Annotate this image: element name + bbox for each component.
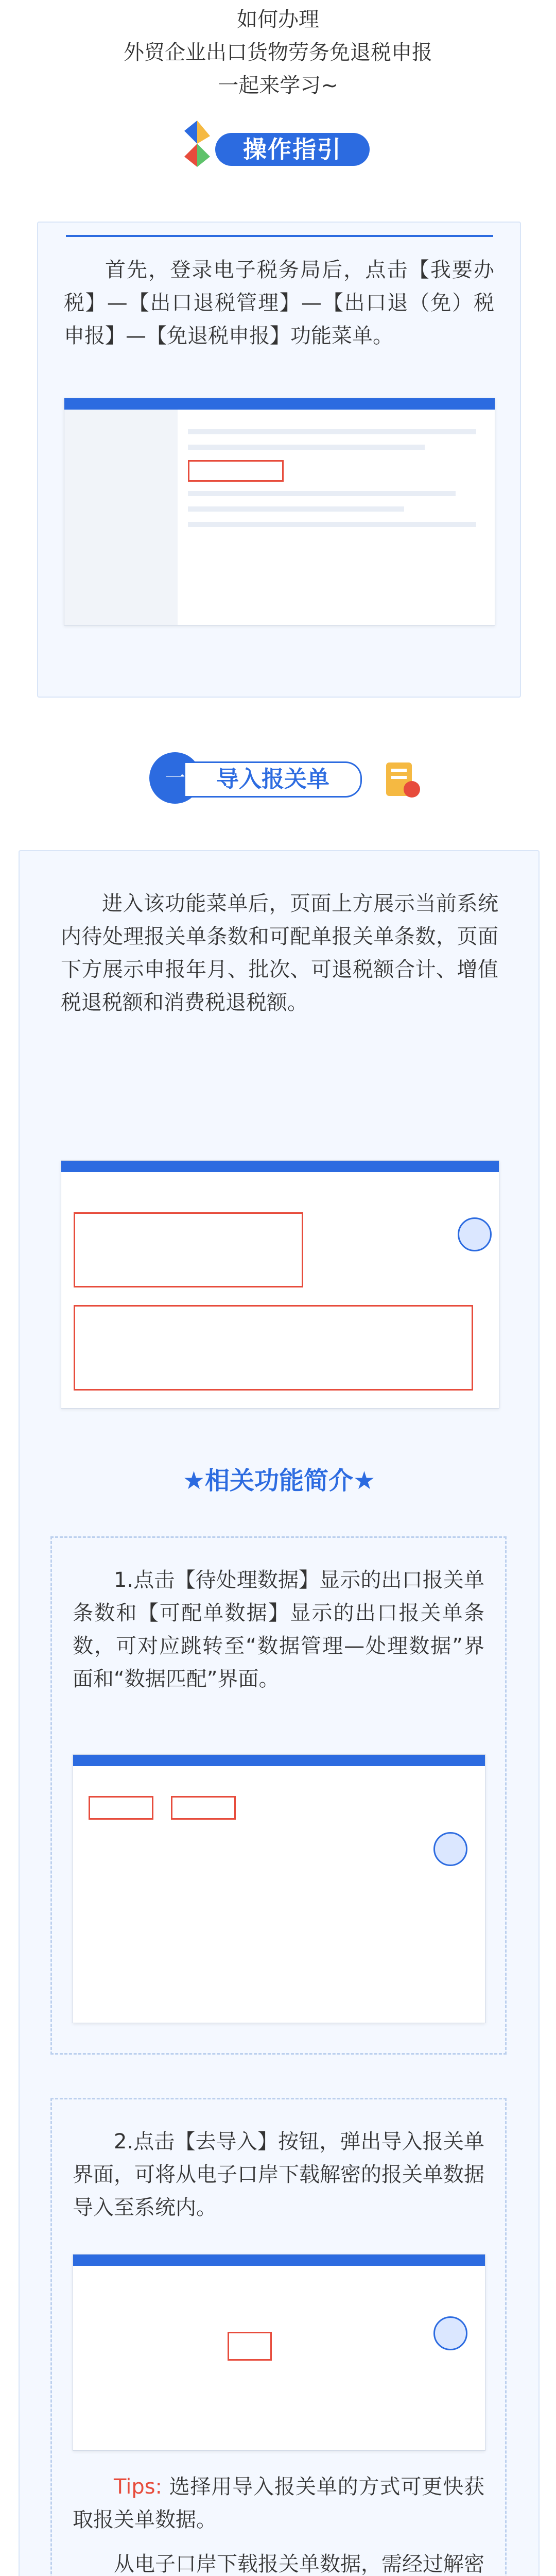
screenshot-highlight [74, 1305, 473, 1391]
step2-tips [73, 2470, 484, 2536]
section1-screenshot [61, 1160, 499, 1409]
screenshot-highlight [89, 1796, 153, 1820]
screenshot-highlight [228, 2332, 272, 2361]
article-title [0, 3, 556, 102]
step2-extra-text: 从电子口岸下载报关单数据，需经过解密 [114, 2552, 484, 2576]
guide-header-label: 操作指引 [215, 133, 370, 166]
card-top-rule [66, 235, 493, 242]
step1-screenshot [73, 1754, 485, 2023]
section1-header [118, 752, 438, 804]
intro-screenshot [64, 398, 495, 625]
screenshot-highlight [171, 1796, 236, 1820]
section1-text: 进入该功能菜单后，页面上方展示当前系统内待处理报关单条数和可配单报关单条数，页面下方展示申报年月、批次、可退税额合计、增值税退税额和消费税退税额。 [61, 892, 498, 1014]
pinwheel-icon [179, 115, 215, 172]
screenshot-header-bar [61, 1161, 499, 1172]
screenshot-line [188, 506, 404, 512]
screenshot-highlight [188, 460, 284, 482]
tips-label: Tips: [114, 2475, 163, 2499]
intro-card [37, 222, 521, 698]
section1-number: 一 [149, 752, 201, 804]
section1-card [19, 850, 540, 2576]
step1-card [50, 1536, 507, 2055]
guide-header [153, 115, 401, 172]
screenshot-header-bar [73, 2255, 485, 2266]
screenshot-header-bar [73, 1755, 485, 1766]
screenshot-header-bar [64, 398, 495, 410]
screenshot-highlight [74, 1212, 303, 1287]
clipboard-icon [376, 752, 427, 804]
title-line-2: 外贸企业出口货物劳务免退税申报 [124, 41, 432, 64]
step1-text: 1.点击【待处理数据】显示的出口报关单条数和【可配单数据】显示的出口报关单条数，可对应跳转至“数据管理—处理数据”界面和“数据匹配”界面。 [73, 1568, 484, 1691]
intro-text: 首先，登录电子税务局后，点击【我要办税】—【出口退税管理】—【出口退（免）税申报】—【免退税申报】功能菜单。 [64, 258, 494, 348]
step2-text: 2.点击【去导入】按钮，弹出导入报关单界面，可将从电子口岸下载解密的报关单数据导入至系统内。 [73, 2130, 484, 2219]
intro-title: ★相关功能简介★ [182, 1466, 376, 1495]
screenshot-line [188, 522, 476, 527]
mascot-avatar [433, 2316, 467, 2350]
section1-label: 导入报关单 [185, 761, 362, 798]
mascot-avatar [433, 1832, 467, 1866]
screenshot-line [188, 491, 456, 496]
screenshot-line [188, 445, 425, 450]
mascot-avatar [458, 1217, 492, 1251]
section1-pill [149, 752, 371, 804]
step2-screenshot [73, 2254, 485, 2451]
screenshot-sidebar [64, 410, 178, 625]
title-line-3: 一起来学习~ [218, 74, 338, 97]
screenshot-line [188, 429, 476, 434]
step2-card [50, 2098, 507, 2576]
tips-text: 选择用导入报关单的方式可更快获取报关单数据。 [73, 2475, 485, 2532]
title-line-1: 如何办理 [237, 8, 319, 31]
